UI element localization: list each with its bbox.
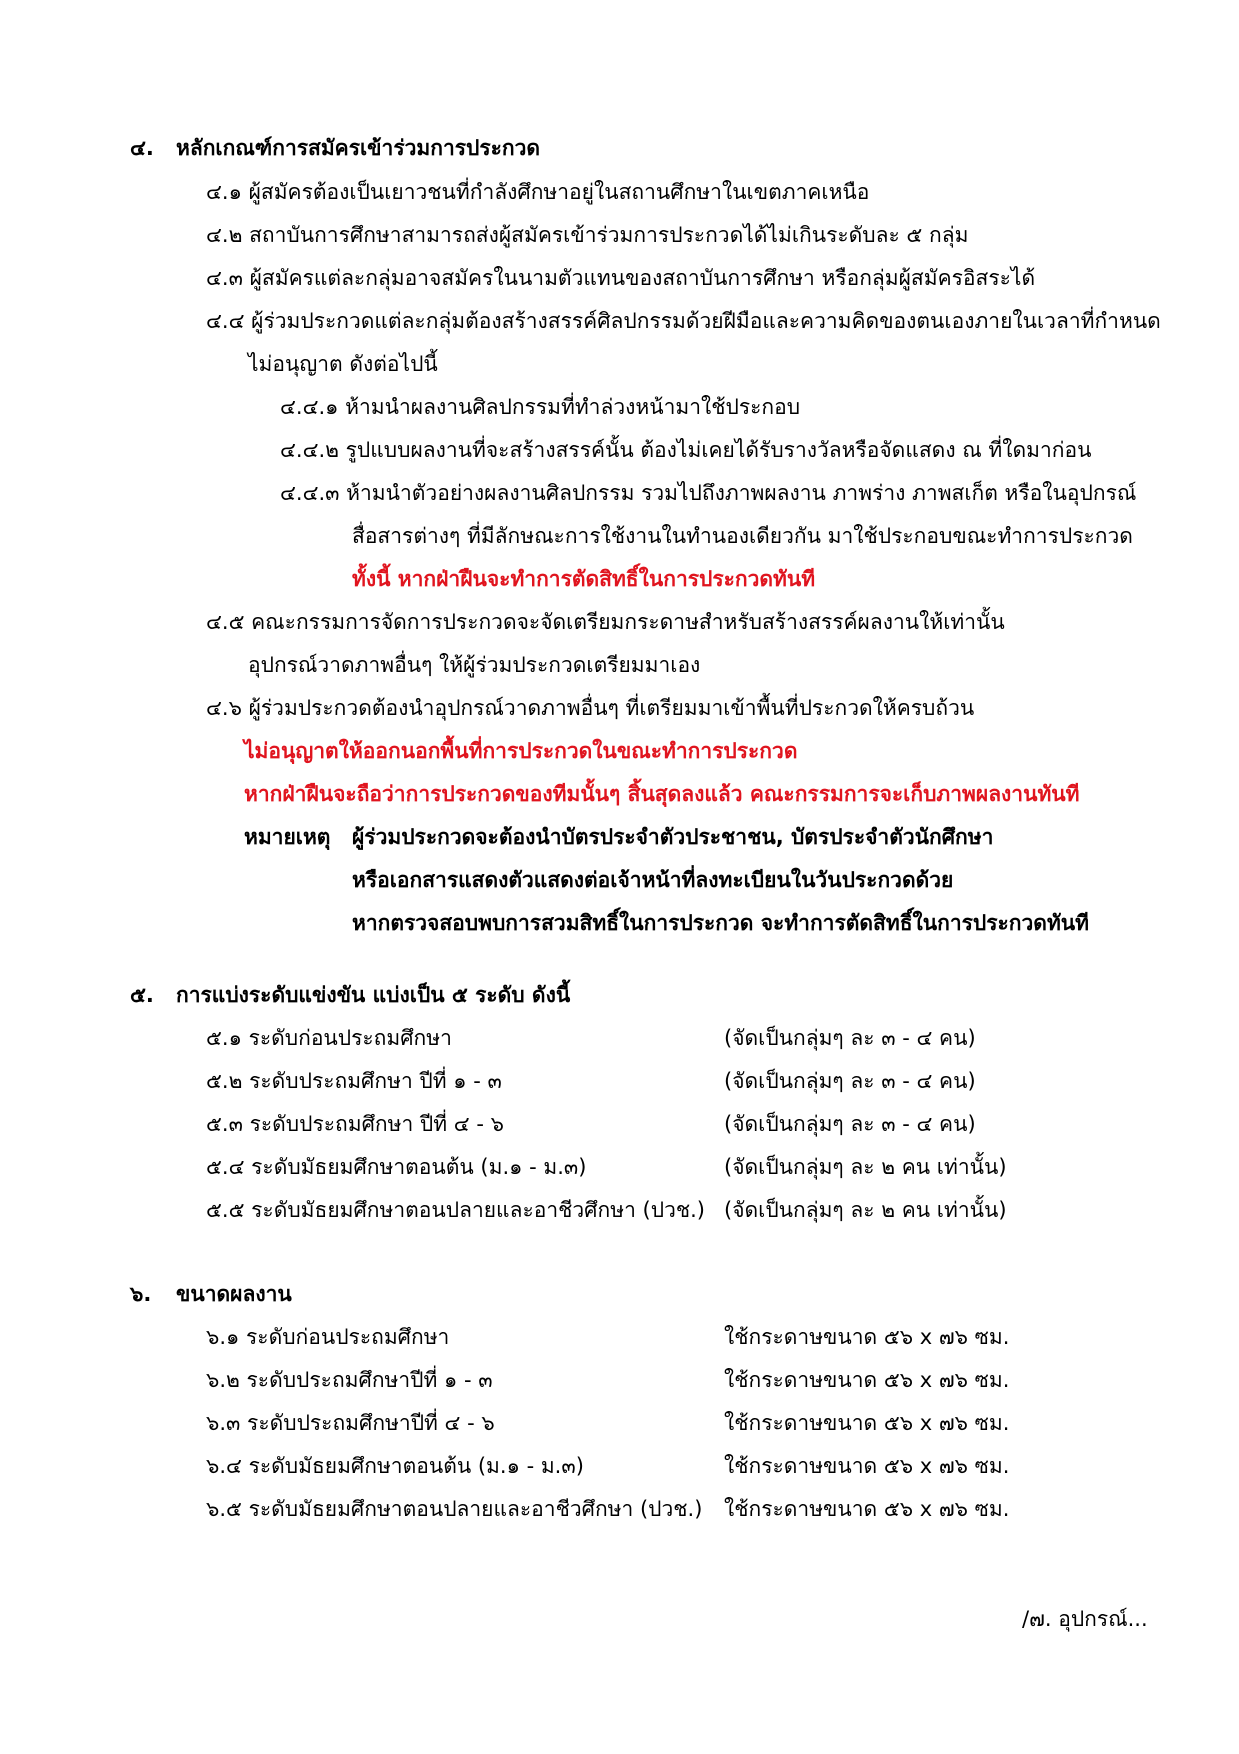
level-row-label: ๕.๑ ระดับก่อนประถมศึกษา (206, 1026, 452, 1050)
rule-4-4-1: ๔.๔.๑ ห้ามนำผลงานศิลปกรรมที่ทำล่วงหน้ามาใช้ประกอบ (280, 395, 801, 419)
rule-4-4-3: ๔.๔.๓ ห้ามนำตัวอย่างผลงานศิลปกรรม รวมไปถึงภาพผลงาน ภาพร่าง ภาพสเก็ต หรือในอุปกรณ์ (280, 481, 1137, 505)
section-5-number: ๕. (130, 983, 154, 1007)
rule-4-6: ๔.๖ ผู้ร่วมประกวดต้องนำอุปกรณ์วาดภาพอื่นๆ ที่เตรียมมาเข้าพื้นที่ประกวดให้ครบถ้วน (206, 696, 975, 720)
note-line-3: หากตรวจสอบพบการสวมสิทธิ์ในการประกวด จะทำการตัดสิทธิ์ในการประกวดทันที (352, 911, 1089, 935)
level-row-label: ๕.๓ ระดับประถมศึกษา ปีที่ ๔ - ๖ (206, 1112, 504, 1136)
paper-size: ใช้กระดาษขนาด ๕๖ x ๗๖ ซม. (724, 1454, 1010, 1478)
rule-4-4-cont: ไม่อนุญาต ดังต่อไปนี้ (248, 352, 438, 376)
rule-4-2: ๔.๒ สถาบันการศึกษาสามารถส่งผู้สมัครเข้าร่วมการประกวดได้ไม่เกินระดับละ ๕ กลุ่ม (206, 223, 969, 247)
rule-4-5: ๔.๕ คณะกรรมการจัดการประกวดจะจัดเตรียมกระดาษสำหรับสร้างสรรค์ผลงานให้เท่านั้น (206, 610, 1005, 634)
rule-4-1: ๔.๑ ผู้สมัครต้องเป็นเยาวชนที่กำลังศึกษาอยู่ในสถานศึกษาในเขตภาคเหนือ (206, 180, 870, 204)
group-size: (จัดเป็นกลุ่มๆ ละ ๓ - ๔ คน) (724, 1026, 976, 1050)
paper-size: ใช้กระดาษขนาด ๕๖ x ๗๖ ซม. (724, 1497, 1010, 1521)
group-size: (จัดเป็นกลุ่มๆ ละ ๒ คน เท่านั้น) (724, 1155, 1007, 1179)
warning-no-leaving: ไม่อนุญาตให้ออกนอกพื้นที่การประกวดในขณะทำการประกวด (244, 739, 798, 763)
group-size: (จัดเป็นกลุ่มๆ ละ ๓ - ๔ คน) (724, 1069, 976, 1093)
section-4-number: ๔. (130, 136, 154, 160)
rule-4-3: ๔.๓ ผู้สมัครแต่ละกลุ่มอาจสมัครในนามตัวแทนของสถาบันการศึกษา หรือกลุ่มผู้สมัครอิสระได้ (206, 266, 1036, 290)
size-row-label: ๖.๒ ระดับประถมศึกษาปีที่ ๑ - ๓ (206, 1368, 493, 1392)
size-row-label: ๖.๑ ระดับก่อนประถมศึกษา (206, 1325, 450, 1349)
note-label: หมายเหตุ (244, 825, 331, 849)
paper-size: ใช้กระดาษขนาด ๕๖ x ๗๖ ซม. (724, 1411, 1010, 1435)
paper-size: ใช้กระดาษขนาด ๕๖ x ๗๖ ซม. (724, 1368, 1010, 1392)
rule-4-4: ๔.๔ ผู้ร่วมประกวดแต่ละกลุ่มต้องสร้างสรรค์ศิลปกรรมด้วยฝีมือและความคิดของตนเองภายในเวลาที่กำหนด (206, 309, 1161, 333)
warning-disqualify: ทั้งนี้ หากฝ่าฝืนจะทำการตัดสิทธิ์ในการประกวดทันที (352, 567, 816, 591)
section-4-title: หลักเกณฑ์การสมัครเข้าร่วมการประกวด (176, 136, 541, 160)
group-size: (จัดเป็นกลุ่มๆ ละ ๓ - ๔ คน) (724, 1112, 976, 1136)
section-6-title: ขนาดผลงาน (176, 1282, 292, 1306)
rule-4-4-2: ๔.๔.๒ รูปแบบผลงานที่จะสร้างสรรค์นั้น ต้องไม่เคยได้รับรางวัลหรือจัดแสดง ณ ที่ใดมาก่อน (280, 438, 1092, 462)
section-5-title: การแบ่งระดับแข่งขัน แบ่งเป็น ๕ ระดับ ดังนี้ (176, 983, 571, 1007)
continuation-note: /๗. อุปกรณ์... (1022, 1607, 1148, 1631)
note-line-1: ผู้ร่วมประกวดจะต้องนำบัตรประจำตัวประชาชน, บัตรประจำตัวนักศึกษา (352, 825, 994, 849)
paper-size: ใช้กระดาษขนาด ๕๖ x ๗๖ ซม. (724, 1325, 1010, 1349)
section-6-number: ๖. (130, 1282, 152, 1306)
group-size: (จัดเป็นกลุ่มๆ ละ ๒ คน เท่านั้น) (724, 1198, 1007, 1222)
warning-collect-work: หากฝ่าฝืนจะถือว่าการประกวดของทีมนั้นๆ สิ้นสุดลงแล้ว คณะกรรมการจะเก็บภาพผลงานทันที (244, 782, 1080, 806)
size-row-label: ๖.๕ ระดับมัธยมศึกษาตอนปลายและอาชีวศึกษา (ปวช.) (206, 1497, 703, 1521)
level-row-label: ๕.๔ ระดับมัธยมศึกษาตอนต้น (ม.๑ - ม.๓) (206, 1155, 587, 1179)
note-line-2: หรือเอกสารแสดงตัวแสดงต่อเจ้าหน้าที่ลงทะเบียนในวันประกวดด้วย (352, 868, 954, 892)
size-row-label: ๖.๔ ระดับมัธยมศึกษาตอนต้น (ม.๑ - ม.๓) (206, 1454, 584, 1478)
rule-4-4-3-cont: สื่อสารต่างๆ ที่มีลักษณะการใช้งานในทำนองเดียวกัน มาใช้ประกอบขณะทำการประกวด (352, 524, 1133, 548)
rule-4-5-cont: อุปกรณ์วาดภาพอื่นๆ ให้ผู้ร่วมประกวดเตรียมมาเอง (248, 653, 701, 677)
level-row-label: ๕.๕ ระดับมัธยมศึกษาตอนปลายและอาชีวศึกษา (ปวช.) (206, 1198, 705, 1222)
level-row-label: ๕.๒ ระดับประถมศึกษา ปีที่ ๑ - ๓ (206, 1069, 502, 1093)
size-row-label: ๖.๓ ระดับประถมศึกษาปีที่ ๔ - ๖ (206, 1411, 495, 1435)
